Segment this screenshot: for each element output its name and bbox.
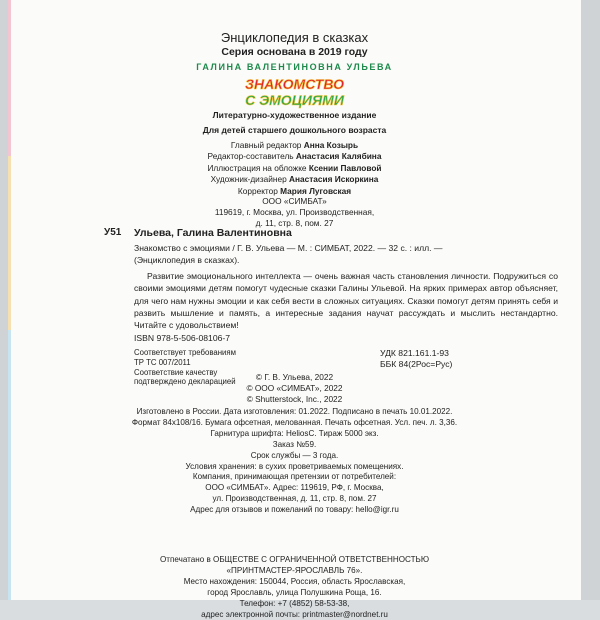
credit-name: Анастасия Искоркина (289, 174, 379, 185)
credit-name: Ксении Павловой (308, 162, 382, 173)
printer-line: Телефон: +7 (4852) 58-53-38, (239, 598, 350, 608)
production-line: Формат 84х108/16. Бумага офсетная, мелованная. Печать офсетная. Усл. печ. л. 3,36. (131, 417, 458, 427)
credit-role: Редактор-составитель (207, 151, 294, 162)
credit-name: Анна Козырь (303, 140, 359, 150)
credit-name: Мария Луговская (280, 185, 352, 196)
printer-info (8, 555, 581, 620)
production-info (8, 407, 581, 516)
biblio-line: Знакомство с эмоциями / Г. В. Ульева — М. : СИМБАТ, 2022. — 32 с. : илл. — (134, 243, 443, 253)
credit-row (8, 174, 581, 185)
publisher-line: ООО «СИМБАТ» (262, 196, 327, 206)
production-line: Условия хранения: в сухих проветриваемых помещениях. (185, 461, 404, 471)
certification-line: ТР ТС 007/2011 (134, 357, 191, 367)
credit-name: Анастасия Калябина (295, 151, 382, 162)
credits-list (8, 140, 581, 197)
production-line: Изготовлено в России. Дата изготовления: 01.2022. Подписано в печать 10.01.2022. (136, 407, 453, 416)
udk-code: УДК 821.161.1-93 (380, 348, 449, 358)
author-name: ГАЛИНА ВАЛЕНТИНОВНА УЛЬЕВА (196, 62, 393, 72)
credit-row (8, 140, 581, 151)
catalog-heading: Ульева, Галина Валентиновна (134, 227, 292, 239)
bbk-code: ББК 84(2Рос=Рус) (380, 359, 453, 369)
production-line: ул. Производственная, д. 11, стр. 8, пом. 27 (212, 494, 377, 504)
credit-role: Иллюстрация на обложке (207, 162, 307, 173)
edition-type: Литературно-художественное издание (212, 110, 377, 120)
book-series-title: Энциклопедия в сказках (220, 30, 369, 45)
copyright-line: © Г. В. Ульева, 2022 (255, 372, 334, 382)
logo-line-2: С ЭМОЦИЯМИ (245, 92, 344, 108)
certification-line: подтверждено декларацией (134, 377, 236, 387)
publisher-line: д. 11, стр. 8, пом. 27 (255, 218, 334, 229)
credit-role: Главный редактор (230, 140, 302, 150)
production-line: Заказ №59. (272, 439, 317, 449)
credit-role: Художник-дизайнер (210, 174, 287, 185)
isbn: ISBN 978-5-506-08106-7 (134, 333, 231, 343)
annotation-text: Развитие эмоционального интеллекта — очень важная часть становления личности. Подружиться со своими эмоциями детям помогут чудесные сказки Галины Ульевой. На ярких примерах автор объясняет, для чего нам нужны эмоции и как себя вести в сложных ситуациях. Сказки помогут детям принять себя и развить мышление и память, а интересные задания научат рассуждать и мыслить нестандартно. Читайте с удовольствием! (134, 271, 558, 331)
printer-line: Место нахождения: 150044, Россия, область Ярославская, (183, 576, 406, 586)
certification-line: Соответствует требованиям (134, 348, 236, 357)
production-line: ООО «СИМБАТ». Адрес: 119619, РФ, г. Москва, (205, 483, 384, 493)
certification-line: Соответствие качеству (134, 367, 218, 377)
credit-row (8, 163, 581, 174)
production-line: Компания, принимающая претензии от потребителей: (192, 472, 397, 482)
printer-line: адрес электронной почты: printmaster@nordnet.ru (201, 609, 388, 619)
catalog-code: У51 (104, 227, 122, 238)
publisher-line: 119619, г. Москва, ул. Производственная, (214, 207, 375, 218)
publisher-block (8, 196, 581, 230)
biblio-line: (Энциклопедия в сказках). (134, 255, 240, 265)
copyright-block (8, 372, 581, 405)
production-line: Гарнитура шрифта: HeliosC. Тираж 5000 экз. (210, 428, 379, 438)
production-line: Срок службы — 3 года. (250, 450, 339, 460)
credit-row (8, 151, 581, 162)
page-edge-right (581, 0, 600, 600)
logo-line-1: ЗНАКОМСТВО (245, 76, 344, 92)
bibliographic-record (134, 242, 534, 266)
printer-line: Отпечатано в ОБЩЕСТВЕ С ОГРАНИЧЕННОЙ ОТВЕТСТВЕННОСТЬЮ (159, 555, 430, 564)
printer-line: город Ярославль, улица Полушкина Роща, 16. (207, 587, 382, 597)
target-audience: Для детей старшего дошкольного возраста (202, 125, 387, 135)
credit-role: Корректор (237, 185, 278, 196)
page-edge-left (0, 0, 8, 600)
printer-line: «ПРИНТМАСТЕР-ЯРОСЛАВЛЬ 76». (226, 565, 363, 575)
book-imprint-page (8, 0, 581, 619)
classification-codes (380, 348, 452, 370)
copyright-line: © ООО «СИМБАТ», 2022 (246, 383, 343, 393)
book-logo (8, 75, 581, 109)
series-founded-text: Серия основана в 2019 году (221, 46, 368, 58)
copyright-line: © Shutterstock, Inc., 2022 (246, 394, 343, 404)
production-line: Адрес для отзывов и пожеланий по товару: hello@igr.ru (190, 505, 399, 515)
